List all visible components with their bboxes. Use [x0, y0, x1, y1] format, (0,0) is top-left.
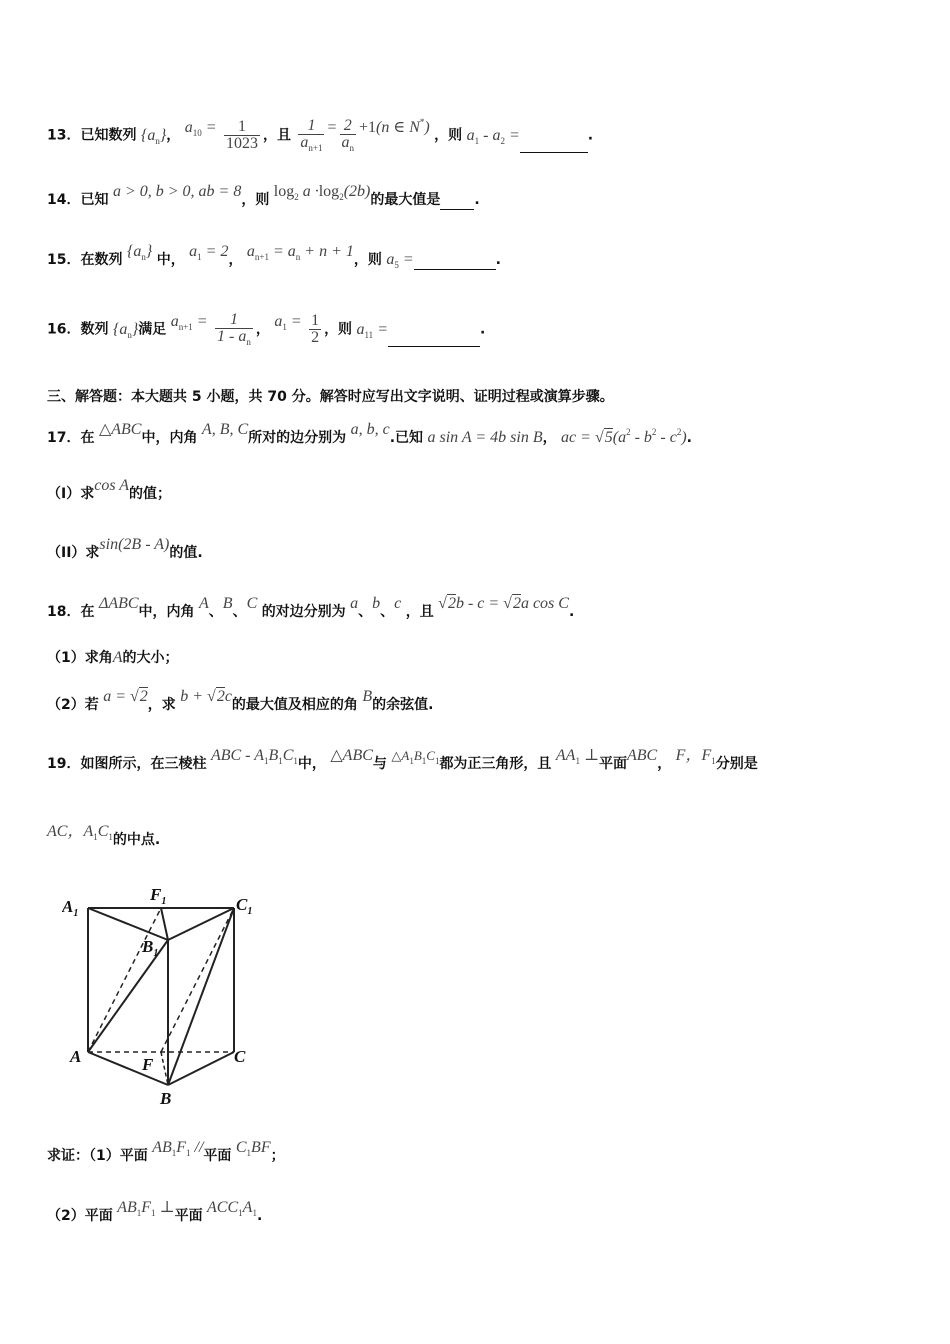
q13-fraction-1: $\frac{1}{1023}$	[225, 118, 258, 152]
label-b1: $B_1$	[142, 937, 159, 959]
q15-number: 15．	[47, 252, 81, 268]
q16-sequence: $\{a_n\}$	[112, 320, 139, 340]
q13-fraction-3: $\frac{2}{a_n}$	[341, 117, 355, 153]
question-13: 13．已知数列 $\{a_n\}$， $a_{10}$ = $\frac{1}{1023}$ ，且 $\frac{1}{a_{n+1}}$ = $\frac{2}{a_n}$ +1(n ∈ N*) ，则 $a_1 - a_2$ = .	[47, 116, 594, 153]
q16-number: 16．	[47, 321, 81, 338]
question-15: 15．在数列 $\{a_n\}$ 中， $a_1 = 2$， $a_{n+1} = a_n + n + 1$，则 $a_5$ = .	[47, 243, 501, 270]
question-19-line-2: AC，$A_1C_1$的中点.	[47, 823, 161, 848]
q18-triangle: ΔABC	[98, 595, 139, 612]
q17-sides: a, b, c	[350, 421, 390, 438]
proof-part-1: 求证：（1）平面 $AB_1F_1$ //平面 $C_1BF$；	[47, 1139, 285, 1164]
q17-2-expression: sin(2B - A)	[99, 536, 170, 553]
q17-triangle: △ABC	[98, 421, 142, 438]
q16-answer-blank[interactable]	[388, 333, 480, 347]
prism-figure	[62, 880, 262, 1110]
edge-a-b	[88, 1052, 168, 1085]
q16-initial: $a_1$ =	[274, 312, 302, 332]
edge-b1-f1	[161, 908, 168, 940]
q16-target: $a_{11}$ =	[356, 320, 388, 340]
q13-sequence: $\{a_n\}$	[140, 126, 167, 146]
edge-f-c1	[161, 908, 234, 1052]
label-c1: $C_1$	[236, 895, 253, 917]
q16-fraction: $\frac{1}{1 - a_n}$	[217, 311, 251, 347]
label-f1: $F_1$	[150, 885, 167, 907]
q13-number: 13．	[47, 127, 81, 144]
q18-equation: √2b - c = √2a cos C	[438, 595, 569, 612]
q13-expression: $a_1 - a_2$ =	[466, 126, 520, 146]
q13-fraction-2: $\frac{1}{a_{n+1}}$	[300, 117, 323, 153]
label-a1: $A_1$	[62, 897, 79, 919]
q15-initial: $a_1 = 2$	[189, 243, 229, 262]
q15-target: $a_5$ =	[386, 251, 414, 270]
question-14: 14．已知 a > 0, b > 0, ab = 8，则 $\log_2 a \cdot\log_2(2b)$的最大值是 .	[47, 183, 480, 208]
question-18-part-2: （2）若 a = √2，求 b + √2c的最大值及相应的角 B的余弦值.	[47, 688, 434, 713]
q13-condition: (n ∈ N*)	[376, 116, 430, 136]
q18-number: 18．	[47, 604, 81, 620]
q17-equation-1: a sin A = 4b sin B	[427, 429, 543, 446]
q19-number: 19．	[47, 756, 81, 772]
question-17: 17．在 △ABC中，内角 A, B, C所对的边分别为 a, b, c.已知 a sin A = 4b sin B， ac = $√5(a^2 - b^2 - c^2)$.	[47, 421, 692, 446]
label-f: F	[142, 1055, 154, 1074]
label-a: A	[70, 1047, 82, 1066]
question-19: 19．如图所示，在三棱柱 ABC - $A_1B_1C_1$中， △ABC与 $\triangle A_1B_1C_1$都为正三角形，且 $AA_1$ ⊥平面ABC， F，$F_1$分别是	[47, 747, 758, 772]
q17-angles: A, B, C	[201, 421, 249, 438]
q15-answer-blank[interactable]	[414, 256, 496, 270]
question-18-part-1: （1）求角A的大小；	[47, 649, 179, 666]
question-17-part-1: （I）求cos A的值；	[47, 477, 172, 502]
q14-expression: $\log_2 a \cdot\log_2(2b)$	[273, 183, 371, 202]
q14-number: 14．	[47, 192, 81, 208]
edge-f-b	[161, 1052, 168, 1085]
q17-number: 17．	[47, 430, 81, 446]
edge-a1-b1	[88, 908, 168, 940]
q18-2-expression: b + √2c	[180, 688, 232, 705]
q18-2-condition: a = √2	[103, 688, 148, 705]
section-3-header: 三、解答题：本大题共 5 小题，共 70 分。解答时应写出文字说明、证明过程或演算步骤。	[47, 389, 614, 405]
q15-sequence: $\{a_n\}$	[126, 243, 153, 262]
edge-a-f1	[88, 908, 161, 1052]
question-18: 18．在 ΔABC中，内角 A、B、C 的对边分别为 a、b、c ，且 √2b - c = √2a cos C.	[47, 595, 575, 620]
question-16: 16．数列 $\{a_n\}$满足 $a_{n+1}$ = $\frac{1}{1 - a_n}$ ， $a_1$ = $\frac{1}{2}$ ，则 $a_{11}$ = .	[47, 311, 486, 347]
q19-prism: ABC - $A_1B_1C_1$	[210, 747, 298, 766]
q15-recurrence: $a_{n+1} = a_n + n + 1$	[246, 243, 354, 262]
q13-a10: $a_{10}$ =	[184, 118, 217, 138]
q13-answer-blank[interactable]	[520, 139, 588, 153]
q14-condition: a > 0, b > 0, ab = 8	[112, 183, 242, 200]
q17-equation-2: ac = $√5(a^2 - b^2 - c^2)$	[561, 427, 687, 446]
q17-1-expression: cos A	[94, 477, 130, 494]
question-17-part-2: （II）求sin(2B - A)的值.	[47, 536, 203, 561]
q16-lhs: $a_{n+1}$ =	[170, 312, 208, 332]
q14-answer-blank[interactable]	[440, 196, 474, 210]
q16-half: $\frac{1}{2}$	[311, 312, 320, 346]
label-b: B	[160, 1089, 172, 1108]
label-c: C	[234, 1047, 246, 1066]
proof-part-2: （2）平面 $AB_1F_1$ ⊥平面 $ACC_1A_1$.	[47, 1199, 263, 1224]
